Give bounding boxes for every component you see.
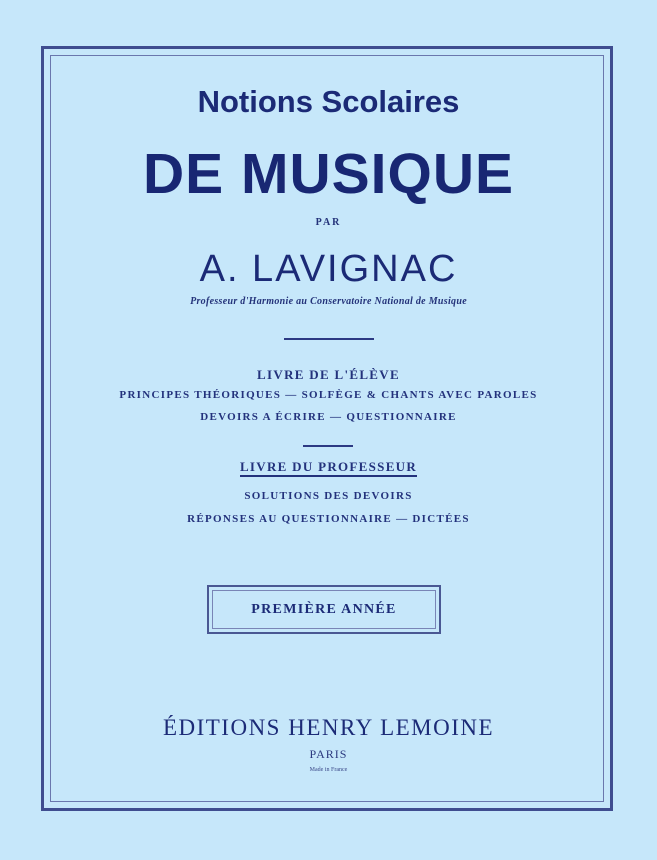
student-book-line-1: PRINCIPES THÉORIQUES — SOLFÈGE & CHANTS AVEC PAROLES xyxy=(119,389,538,401)
page-title: DE MUSIQUE xyxy=(142,142,515,206)
publisher-city: PARIS xyxy=(309,747,348,761)
teacher-book-line-2: RÉPONSES AU QUESTIONNAIRE — DICTÉES xyxy=(187,513,470,525)
divider-short xyxy=(303,445,353,447)
year-box xyxy=(207,585,441,634)
author-role: Professeur d'Harmonie au Conservatoire National de Musique xyxy=(190,296,467,307)
teacher-book-line-1: SOLUTIONS DES DEVOIRS xyxy=(244,490,413,502)
teacher-book-title-text: LIVRE DU PROFESSEUR xyxy=(240,459,417,477)
made-in-label: Made in France xyxy=(309,767,348,773)
teacher-book-title xyxy=(0,459,657,475)
author-name: A. LAVIGNAC xyxy=(199,248,458,290)
by-label: PAR xyxy=(315,217,342,228)
student-book-line-2: DEVOIRS A ÉCRIRE — QUESTIONNAIRE xyxy=(200,411,457,423)
publisher: ÉDITIONS HENRY LEMOINE xyxy=(162,715,495,740)
year-label: PREMIÈRE ANNÉE xyxy=(251,601,397,617)
student-book-title: LIVRE DE L'ÉLÈVE xyxy=(257,367,400,382)
divider xyxy=(284,338,374,340)
subtitle: Notions Scolaires xyxy=(197,84,460,119)
